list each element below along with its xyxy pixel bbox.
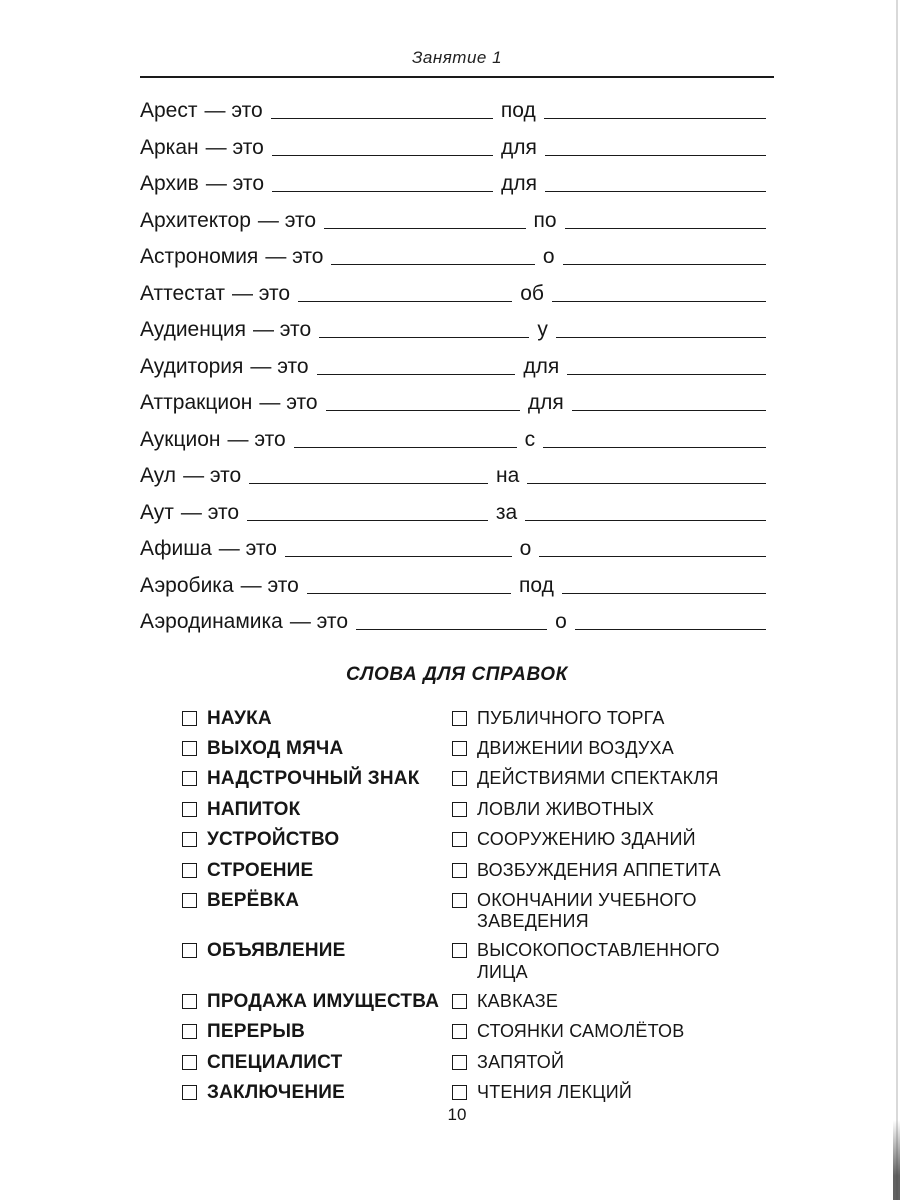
reference-row: [182, 1021, 774, 1043]
exercise-word: Архитектор: [140, 208, 251, 232]
exercise-connector: — это: [204, 99, 263, 122]
exercise-connector: — это: [265, 245, 324, 268]
fill-in-blank-line[interactable]: [552, 301, 766, 302]
reference-word-table: [182, 708, 774, 1105]
exercise-row: [140, 236, 774, 273]
exercise-word: Архив: [140, 172, 199, 195]
fill-in-blank-line[interactable]: [562, 593, 766, 594]
fill-in-blank-line[interactable]: [326, 410, 520, 411]
reference-cell-right: [452, 1021, 774, 1043]
fill-in-blank-line[interactable]: [539, 556, 766, 557]
fill-in-blank-line[interactable]: [575, 629, 766, 630]
reference-word-label: СТОЯНКИ САМОЛЁТОВ: [477, 1021, 685, 1042]
exercise-preposition: для: [523, 354, 560, 378]
reference-word-label: ПЕРЕРЫВ: [207, 1021, 306, 1043]
exercise-word: Аркан: [140, 135, 199, 159]
reference-word-label: ВЫСОКОПОСТАВЛЕННОГО ЛИЦА: [477, 940, 720, 982]
reference-cell-left: [182, 1082, 452, 1104]
reference-cell-left: [182, 829, 452, 851]
exercise-connector: — это: [205, 172, 264, 195]
exercise-row: [140, 455, 774, 492]
exercise-row: [140, 127, 774, 164]
reference-row: [182, 1082, 774, 1104]
exercise-word: Афиша: [140, 537, 212, 560]
exercise-row: [140, 346, 774, 383]
reference-cell-left: [182, 860, 452, 882]
page-content: [140, 48, 774, 1113]
exercise-preposition: о: [555, 610, 567, 633]
checkbox-icon[interactable]: [452, 1024, 467, 1039]
reference-cell-left: [182, 1021, 452, 1043]
scan-corner-artifact: [893, 1120, 900, 1200]
exercise-word: Астрономия: [140, 245, 259, 268]
checkbox-icon[interactable]: [452, 893, 467, 908]
exercise-connector: — это: [240, 573, 299, 597]
exercise-preposition: об: [520, 281, 544, 305]
exercise-connector: — это: [231, 281, 291, 305]
reference-cell-left: [182, 890, 452, 932]
reference-word-label: ЧТЕНИЯ ЛЕКЦИЙ: [477, 1082, 633, 1103]
fill-in-blank-line[interactable]: [324, 228, 525, 229]
checkbox-icon[interactable]: [452, 741, 467, 756]
exercise-preposition: по: [533, 208, 557, 232]
exercise-row: [140, 565, 774, 602]
checkbox-icon[interactable]: [182, 711, 197, 726]
reference-row: [182, 1052, 774, 1074]
exercise-connector: — это: [289, 610, 348, 633]
fill-in-blank-line[interactable]: [572, 410, 766, 411]
checkbox-icon[interactable]: [452, 994, 467, 1009]
fill-in-blank-line[interactable]: [525, 520, 766, 521]
reference-cell-left: [182, 799, 452, 821]
exercise-row: [140, 273, 774, 310]
fill-in-blank-line[interactable]: [307, 593, 511, 594]
checkbox-icon[interactable]: [182, 1055, 197, 1070]
reference-row: [182, 890, 774, 932]
exercise-connector: — это: [227, 427, 286, 451]
exercise-connector: — это: [205, 135, 264, 159]
reference-cell-right: [452, 799, 774, 821]
fill-in-blank-line[interactable]: [527, 483, 766, 484]
exercise-row: [140, 163, 774, 200]
exercise-word: Аул: [140, 464, 177, 487]
reference-word-label: ДВИЖЕНИИ ВОЗДУХА: [477, 737, 674, 758]
exercise-connector: — это: [180, 500, 240, 524]
exercise-word: Аудиенция: [140, 318, 246, 341]
fill-in-blank-line[interactable]: [298, 301, 512, 302]
reference-cell-right: [452, 738, 774, 760]
reference-word-label: СТРОЕНИЕ: [207, 859, 314, 881]
exercise-connector: — это: [183, 464, 242, 487]
reference-cell-left: [182, 1052, 452, 1074]
fill-in-blank-line[interactable]: [272, 191, 493, 192]
reference-row: [182, 738, 774, 760]
reference-word-label: ЗАКЛЮЧЕНИЕ: [207, 1082, 345, 1104]
reference-row: [182, 940, 774, 982]
checkbox-icon[interactable]: [182, 741, 197, 756]
fill-in-blank-line[interactable]: [319, 337, 529, 338]
reference-word-label: ЗАПЯТОЙ: [477, 1051, 565, 1072]
exercise-row: [140, 309, 774, 346]
reference-word-label: НАУКА: [207, 707, 272, 729]
fill-in-blank-line[interactable]: [563, 264, 766, 265]
exercise-word: Аэробика: [140, 573, 234, 597]
exercise-preposition: о: [542, 245, 555, 268]
fill-in-blank-line[interactable]: [271, 118, 493, 119]
exercise-row: [140, 90, 774, 127]
checkbox-icon[interactable]: [182, 771, 197, 786]
exercise-word: Аттракцион: [140, 391, 253, 414]
exercise-preposition: для: [501, 172, 537, 195]
exercise-word: Аут: [140, 500, 174, 524]
checkbox-icon[interactable]: [182, 893, 197, 908]
exercise-preposition: для: [527, 391, 564, 414]
exercise-connector: — это: [257, 208, 317, 232]
exercise-word: Аукцион: [140, 427, 221, 451]
fill-in-blank-line[interactable]: [285, 556, 512, 557]
fill-in-blank-line[interactable]: [331, 264, 534, 265]
reference-cell-right: [452, 890, 774, 932]
reference-row: [182, 708, 774, 730]
reference-word-label: ЛОВЛИ ЖИВОТНЫХ: [477, 798, 655, 819]
checkbox-icon[interactable]: [452, 863, 467, 878]
reference-cell-left: [182, 991, 452, 1013]
reference-word-label: ВОЗБУЖДЕНИЯ АППЕТИТА: [477, 859, 721, 880]
checkbox-icon[interactable]: [452, 711, 467, 726]
exercise-row: [140, 601, 774, 638]
page-number: 10: [447, 1105, 467, 1124]
reference-cell-right: [452, 708, 774, 730]
fill-in-blank-line[interactable]: [565, 228, 766, 229]
reference-row: [182, 860, 774, 882]
exercise-preposition: под: [518, 573, 554, 597]
exercise-word: Арест: [140, 99, 198, 122]
exercise-row: [140, 528, 774, 565]
exercise-preposition: на: [495, 464, 520, 487]
checkbox-icon[interactable]: [452, 802, 467, 817]
checkbox-icon[interactable]: [182, 802, 197, 817]
fill-in-blank-line[interactable]: [317, 374, 516, 375]
exercise-row: [140, 419, 774, 456]
checkbox-icon[interactable]: [452, 771, 467, 786]
checkbox-icon[interactable]: [452, 943, 467, 958]
reference-cell-right: [452, 768, 774, 790]
exercise-preposition: за: [495, 500, 518, 524]
reference-row: [182, 829, 774, 851]
fill-in-blank-line[interactable]: [247, 520, 488, 521]
reference-word-label: СПЕЦИАЛИСТ: [207, 1051, 343, 1073]
reference-word-label: ВЫХОД МЯЧА: [207, 737, 344, 759]
reference-word-label: ПРОДАЖА ИМУЩЕСТВА: [207, 990, 440, 1012]
reference-cell-left: [182, 768, 452, 790]
exercise-row: [140, 382, 774, 419]
exercise-row: [140, 492, 774, 529]
header-rule: [140, 76, 774, 78]
exercise-word: Аттестат: [140, 281, 225, 305]
exercise-preposition: у: [537, 318, 548, 341]
reference-cell-right: [452, 860, 774, 882]
fill-in-blank-line[interactable]: [556, 337, 766, 338]
reference-word-label: СООРУЖЕНИЮ ЗДАНИЙ: [477, 829, 696, 850]
reference-word-label: ПУБЛИЧНОГО ТОРГА: [477, 707, 665, 728]
checkbox-icon[interactable]: [452, 832, 467, 847]
reference-cell-left: [182, 738, 452, 760]
reference-word-label: ОКОНЧАНИИ УЧЕБНОГО ЗАВЕДЕНИЯ: [477, 889, 697, 932]
exercise-connector: — это: [252, 318, 312, 341]
exercise-preposition: под: [500, 99, 536, 122]
fill-in-blank-line[interactable]: [544, 118, 766, 119]
exercise-connector: — это: [218, 537, 277, 560]
reference-title: СЛОВА ДЛЯ СПРАВОК: [346, 663, 568, 685]
fill-in-blank-line[interactable]: [294, 447, 517, 448]
reference-word-label: ОБЪЯВЛЕНИЕ: [207, 940, 346, 962]
reference-row: [182, 991, 774, 1013]
checkbox-icon[interactable]: [182, 863, 197, 878]
reference-word-label: ВЕРЁВКА: [207, 889, 300, 911]
checkbox-icon[interactable]: [182, 1085, 197, 1100]
fill-in-blank-line[interactable]: [545, 155, 766, 156]
exercise-preposition: о: [519, 537, 532, 560]
exercise-row: [140, 200, 774, 237]
reference-word-label: КАВКАЗЕ: [477, 990, 559, 1011]
reference-cell-right: [452, 991, 774, 1013]
exercise-connector: — это: [250, 354, 309, 378]
exercise-preposition: для: [500, 135, 537, 159]
fill-in-blank-line[interactable]: [356, 629, 547, 630]
checkbox-icon[interactable]: [452, 1085, 467, 1100]
exercise-word: Аэродинамика: [140, 610, 283, 633]
checkbox-icon[interactable]: [182, 832, 197, 847]
fill-in-blank-line[interactable]: [249, 483, 488, 484]
exercise-list: [140, 90, 774, 638]
exercise-word: Аудитория: [140, 354, 244, 378]
reference-cell-right: [452, 829, 774, 851]
checkbox-icon[interactable]: [452, 1055, 467, 1070]
reference-cell-left: [182, 708, 452, 730]
reference-word-label: НАДСТРОЧНЫЙ ЗНАК: [207, 768, 420, 790]
reference-word-label: УСТРОЙСТВО: [207, 829, 340, 851]
reference-word-label: ДЕЙСТВИЯМИ СПЕКТАКЛЯ: [477, 768, 719, 789]
checkbox-icon[interactable]: [182, 994, 197, 1009]
reference-cell-left: [182, 940, 452, 982]
fill-in-blank-line[interactable]: [543, 447, 766, 448]
fill-in-blank-line[interactable]: [545, 191, 766, 192]
checkbox-icon[interactable]: [182, 943, 197, 958]
checkbox-icon[interactable]: [182, 1024, 197, 1039]
lesson-header: Занятие 1: [411, 48, 503, 67]
fill-in-blank-line[interactable]: [567, 374, 766, 375]
exercise-preposition: с: [524, 427, 536, 451]
reference-row: [182, 799, 774, 821]
reference-cell-right: [452, 1082, 774, 1104]
exercise-connector: — это: [259, 391, 318, 414]
reference-cell-right: [452, 940, 774, 982]
reference-row: [182, 768, 774, 790]
reference-cell-right: [452, 1052, 774, 1074]
scan-edge-artifact: [896, 0, 898, 1200]
fill-in-blank-line[interactable]: [272, 155, 493, 156]
reference-word-label: НАПИТОК: [207, 798, 301, 820]
